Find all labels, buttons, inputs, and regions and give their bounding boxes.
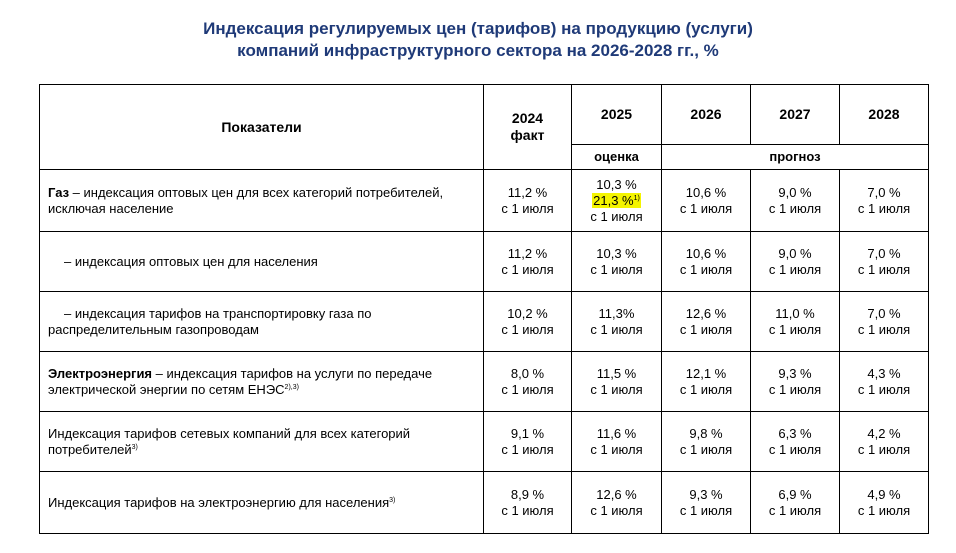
cell-value: 10,3 %	[596, 245, 637, 261]
cell-value: 9,8 %	[689, 425, 723, 441]
cell-period: с 1 июля	[768, 321, 822, 337]
cell-2026	[662, 352, 751, 412]
header-2024-fact: факт	[510, 127, 545, 143]
cell-2027	[751, 412, 840, 472]
header-forecast: прогноз	[662, 145, 929, 170]
header-indicators: Показатели	[40, 85, 484, 170]
table-row	[40, 232, 929, 292]
cell-value: 11,6 %	[596, 425, 637, 441]
cell-2028	[840, 472, 929, 534]
cell-period: с 1 июля	[768, 261, 822, 277]
cell-value: 9,3 %	[778, 365, 812, 381]
cell-2028	[840, 412, 929, 472]
cell-period: с 1 июля	[590, 441, 643, 457]
cell-period: с 1 июля	[501, 261, 554, 277]
page-title	[0, 18, 956, 62]
cell-2025	[572, 472, 662, 534]
cell-2024	[484, 232, 572, 292]
cell-2028	[840, 232, 929, 292]
cell-value: 12,6 %	[596, 486, 637, 502]
cell-value: 7,0 %	[867, 245, 901, 261]
cell-value: 6,3 %	[778, 425, 812, 441]
cell-2024	[484, 170, 572, 232]
cell-period: с 1 июля	[857, 200, 911, 216]
cell-period: с 1 июля	[679, 261, 733, 277]
cell-2028	[840, 292, 929, 352]
row-label-text: Индексация тарифов сетевых компаний для всех категорий потребителей	[48, 425, 411, 457]
cell-2024	[484, 412, 572, 472]
cell-value: 4,3 %	[867, 365, 901, 381]
row-label	[40, 472, 484, 534]
cell-period: с 1 июля	[501, 381, 554, 397]
cell-value: 10,6 %	[685, 184, 727, 200]
cell-value: 8,9 %	[510, 486, 545, 502]
cell-2025	[572, 412, 662, 472]
footnote-mark: 3)	[389, 496, 396, 504]
cell-period: с 1 июля	[768, 200, 822, 216]
cell-period: с 1 июля	[590, 208, 643, 224]
cell-2026	[662, 412, 751, 472]
cell-period: с 1 июля	[679, 502, 733, 518]
header-2024-year: 2024	[511, 110, 544, 126]
row-label	[40, 170, 484, 232]
cell-period: с 1 июля	[679, 441, 733, 457]
cell-value: 11,3%	[598, 305, 635, 321]
row-label-text: – индексация оптовых цен для всех категорий потребителей, исключая население	[48, 184, 444, 216]
footnote-mark: 3)	[131, 443, 138, 451]
footnote-mark: 1)	[633, 194, 640, 202]
cell-period: с 1 июля	[857, 502, 911, 518]
table-row	[40, 412, 929, 472]
footnote-mark: 2),3)	[284, 383, 299, 391]
table-row	[40, 292, 929, 352]
title-line-2: компаний инфраструктурного сектора на 2026-2028 гг., %	[237, 41, 719, 60]
cell-2028	[840, 170, 929, 232]
cell-2025	[572, 170, 662, 232]
cell-period: с 1 июля	[768, 441, 822, 457]
cell-2026	[662, 232, 751, 292]
cell-value: 9,1 %	[510, 425, 545, 441]
row-label-text: – индексация тарифов на услуги по передаче электрической энергии по сетям ЕНЭС	[48, 365, 433, 397]
cell-period: с 1 июля	[590, 381, 643, 397]
cell-value: 10,3 %	[596, 176, 637, 192]
cell-2025	[572, 352, 662, 412]
cell-2027	[751, 170, 840, 232]
header-2028: 2028	[840, 85, 929, 145]
header-2024	[484, 85, 572, 170]
highlighted-value	[592, 193, 641, 208]
cell-period: с 1 июля	[679, 381, 733, 397]
cell-period: с 1 июля	[857, 261, 911, 277]
cell-value: 6,9 %	[778, 486, 812, 502]
cell-2024	[484, 472, 572, 534]
row-label-bold: Электроэнергия	[48, 365, 153, 381]
cell-period: с 1 июля	[768, 502, 822, 518]
cell-2027	[751, 292, 840, 352]
cell-period: с 1 июля	[857, 381, 911, 397]
cell-value: 9,0 %	[778, 245, 812, 261]
cell-value: 9,3 %	[689, 486, 723, 502]
table-row	[40, 352, 929, 412]
cell-2024	[484, 352, 572, 412]
header-2027: 2027	[751, 85, 840, 145]
cell-2026	[662, 292, 751, 352]
cell-2025	[572, 292, 662, 352]
cell-value: 12,1 %	[685, 365, 727, 381]
cell-value: 4,9 %	[867, 486, 901, 502]
row-label-bold: Газ	[48, 184, 70, 200]
header-estimate: оценка	[572, 145, 662, 170]
cell-period: с 1 июля	[501, 441, 554, 457]
cell-period: с 1 июля	[679, 200, 733, 216]
tariff-table	[39, 84, 929, 534]
row-label	[40, 412, 484, 472]
row-label	[40, 352, 484, 412]
header-2026: 2026	[662, 85, 751, 145]
cell-value: 11,2 %	[507, 245, 548, 261]
cell-value: 8,0 %	[510, 365, 545, 381]
cell-2025	[572, 232, 662, 292]
cell-2028	[840, 352, 929, 412]
cell-2026	[662, 472, 751, 534]
row-label: – индексация тарифов на транспортировку газа по распределительным газопроводам	[40, 292, 484, 352]
cell-period: с 1 июля	[501, 502, 554, 518]
cell-2024	[484, 292, 572, 352]
cell-period: с 1 июля	[590, 502, 643, 518]
cell-value: 7,0 %	[867, 184, 901, 200]
cell-value: 9,0 %	[778, 184, 812, 200]
cell-2027	[751, 232, 840, 292]
cell-period: с 1 июля	[501, 321, 554, 337]
cell-value: 11,0 %	[775, 305, 815, 321]
cell-period: с 1 июля	[501, 200, 554, 216]
cell-period: с 1 июля	[590, 321, 643, 337]
cell-2027	[751, 472, 840, 534]
row-label: – индексация оптовых цен для населения	[40, 232, 484, 292]
cell-value: 11,2 %	[507, 184, 548, 200]
title-line-1: Индексация регулируемых цен (тарифов) на продукцию (услуги)	[203, 19, 753, 38]
cell-2027	[751, 352, 840, 412]
row-label-text: Индексация тарифов на электроэнергию для населения	[48, 494, 390, 510]
cell-value: 7,0 %	[867, 305, 901, 321]
highlighted-value-text: 21,3 %	[593, 192, 634, 208]
cell-value: 11,5 %	[596, 365, 637, 381]
cell-period: с 1 июля	[857, 441, 911, 457]
table-row	[40, 472, 929, 534]
table-row	[40, 170, 929, 232]
cell-period: с 1 июля	[679, 321, 733, 337]
cell-period: с 1 июля	[590, 261, 643, 277]
header-2025: 2025	[572, 85, 662, 145]
cell-period: с 1 июля	[857, 321, 911, 337]
cell-value: 4,2 %	[867, 425, 901, 441]
cell-value: 12,6 %	[685, 305, 727, 321]
cell-value: 10,6 %	[685, 245, 727, 261]
cell-period: с 1 июля	[768, 381, 822, 397]
cell-2026	[662, 170, 751, 232]
cell-value: 10,2 %	[507, 305, 548, 321]
